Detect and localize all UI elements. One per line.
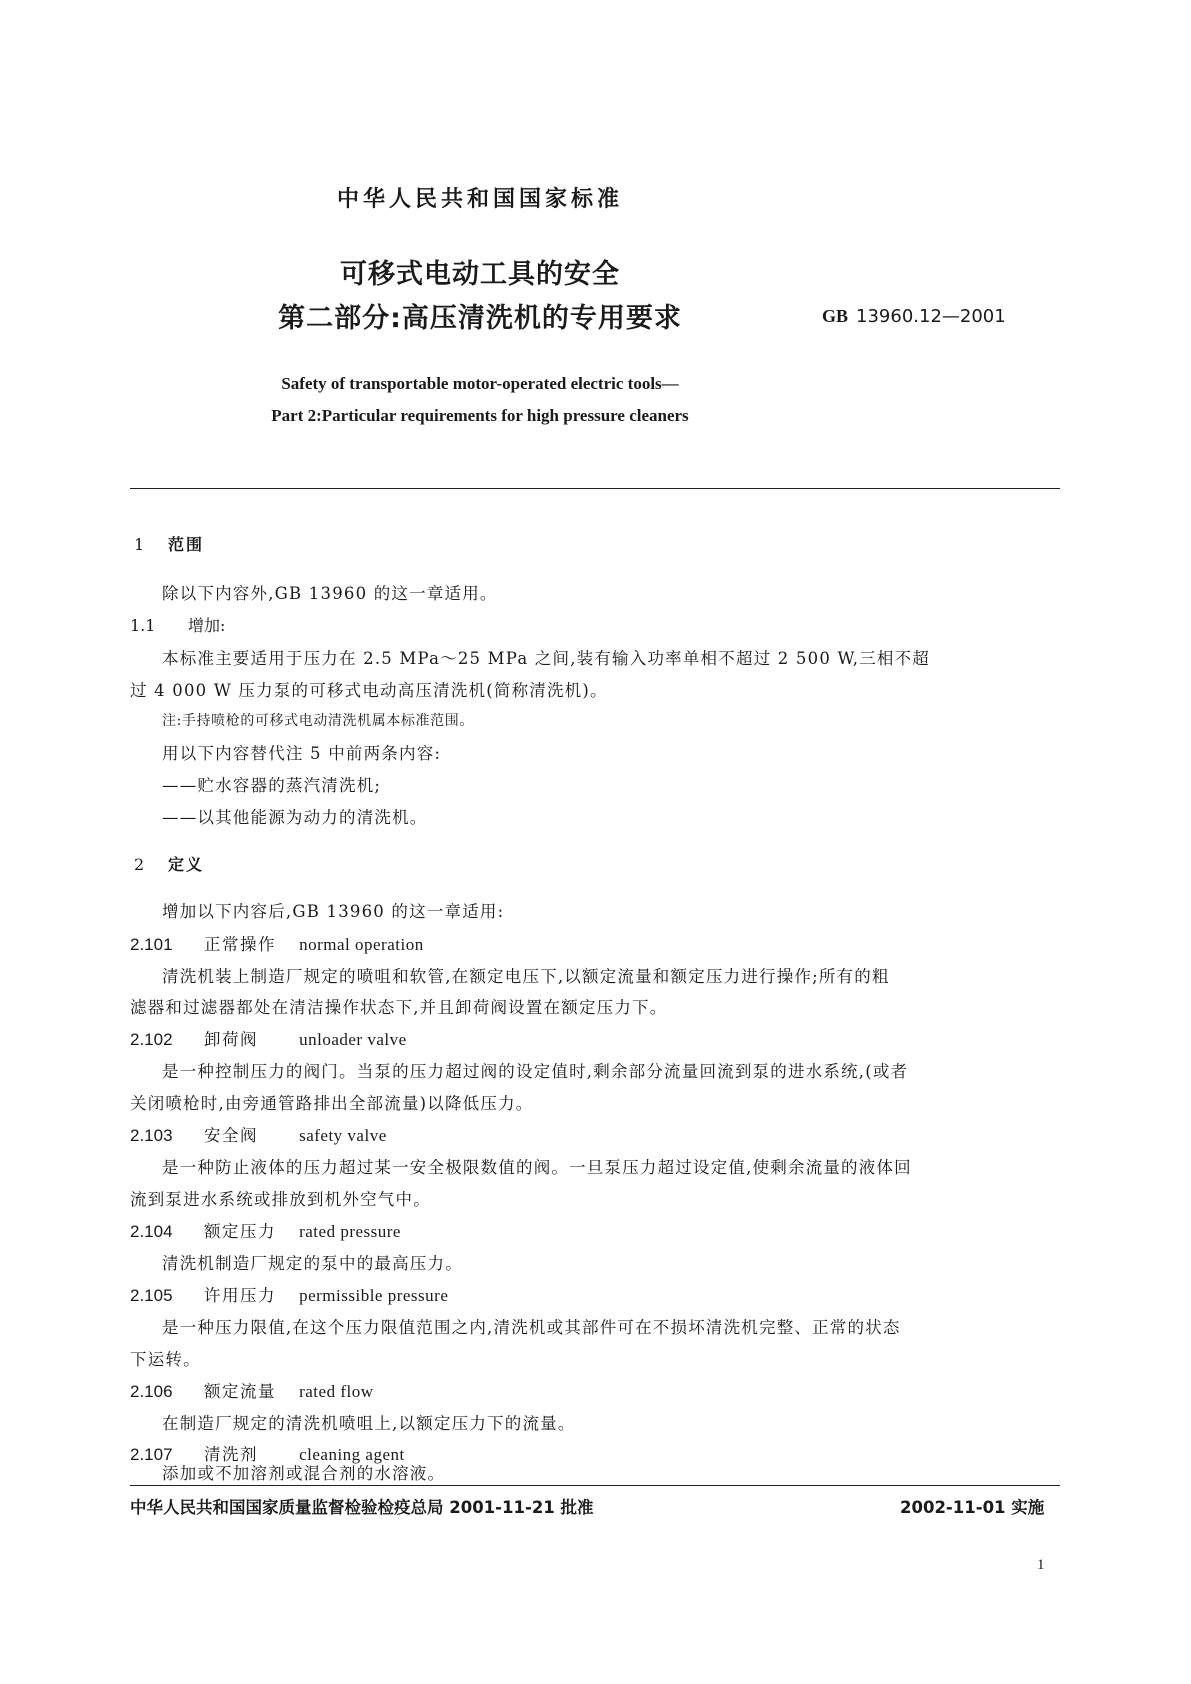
term-cn: 额定压力 xyxy=(204,1222,276,1241)
term-2-103-line2: 流到泵进水系统或排放到机外空气中。 xyxy=(130,1190,431,1209)
section-1-para-line2: 过 4 000 W 压力泵的可移式电动高压清洗机(简称清洗机)。 xyxy=(130,681,608,700)
term-2-104-heading xyxy=(130,1218,401,1242)
section-1-heading xyxy=(134,532,204,555)
section-1-replace-intro: 用以下内容替代注 5 中前两条内容: xyxy=(162,744,442,763)
term-cn: 清洗剂 xyxy=(204,1445,258,1464)
standard-code xyxy=(822,306,1006,327)
term-2-102-line1: 是一种控制压力的阀门。当泵的压力超过阀的设定值时,剩余部分流量回流到泵的进水系统,(或者 xyxy=(162,1062,909,1081)
standard-number: 13960.12—2001 xyxy=(856,306,1006,327)
effective-date: 2002-11-01 实施 xyxy=(900,1498,1045,1517)
term-2-101-line1: 清洗机装上制造厂规定的喷咀和软管,在额定电压下,以额定流量和额定压力进行操作;所有的粗 xyxy=(162,967,890,986)
section-title: 范围 xyxy=(168,535,205,554)
term-2-103-heading xyxy=(130,1122,387,1146)
term-number: 2.107 xyxy=(130,1445,173,1464)
approval-authority: 中华人民共和国国家质量监督检验检疫总局 2001-11-21 批准 xyxy=(130,1498,594,1517)
term-2-105-line1: 是一种压力限值,在这个压力限值范围之内,清洗机或其部件可在不损坏清洗机完整、正常的状态 xyxy=(162,1318,901,1337)
title-en-line2: Part 2:Particular requirements for high pressure cleaners xyxy=(271,406,689,425)
term-2-106-line1: 在制造厂规定的清洗机喷咀上,以额定压力下的流量。 xyxy=(162,1414,576,1433)
term-en: safety valve xyxy=(299,1126,387,1145)
term-2-102-line2: 关闭喷枪时,由旁通管路排出全部流量)以降低压力。 xyxy=(130,1094,534,1113)
title-cn-line2: 第二部分:高压清洗机的专用要求 xyxy=(278,303,682,334)
section-1-note: 注:手持喷枪的可移式电动清洗机属本标准范围。 xyxy=(162,713,474,729)
national-standard-header: 中华人民共和国国家标准 xyxy=(336,187,623,212)
term-2-107-line1: 添加或不加溶剂或混合剂的水溶液。 xyxy=(162,1464,446,1483)
term-en: cleaning agent xyxy=(299,1445,405,1464)
term-en: rated flow xyxy=(299,1382,374,1401)
clause-1-1-heading xyxy=(130,613,225,636)
term-cn: 正常操作 xyxy=(204,935,276,954)
term-cn: 许用压力 xyxy=(204,1286,276,1305)
clause-number: 1.1 xyxy=(130,616,156,635)
page-number: 1 xyxy=(1037,1557,1045,1573)
term-cn: 卸荷阀 xyxy=(204,1030,258,1049)
clause-title: 增加: xyxy=(188,616,226,635)
section-1-intro: 除以下内容外,GB 13960 的这一章适用。 xyxy=(162,584,498,603)
term-number: 2.101 xyxy=(130,935,173,954)
term-cn: 安全阀 xyxy=(204,1126,258,1145)
standard-prefix: GB xyxy=(822,306,849,326)
section-2-heading xyxy=(134,852,204,875)
term-2-103-line1: 是一种防止液体的压力超过某一安全极限数值的阀。一旦泵压力超过设定值,使剩余流量的液体回 xyxy=(162,1158,912,1177)
term-2-104-line1: 清洗机制造厂规定的泵中的最高压力。 xyxy=(162,1254,463,1273)
term-2-105-line2: 下运转。 xyxy=(130,1350,201,1369)
section-1-item-1: ——贮水容器的蒸汽清洗机; xyxy=(162,776,382,795)
footer-divider xyxy=(130,1485,1060,1486)
section-2-intro: 增加以下内容后,GB 13960 的这一章适用: xyxy=(162,902,505,921)
title-en-line1: Safety of transportable motor-operated electric tools— xyxy=(281,374,679,393)
section-number: 1 xyxy=(134,535,145,554)
term-en: rated pressure xyxy=(299,1222,401,1241)
section-1-item-2: ——以其他能源为动力的清洗机。 xyxy=(162,808,428,827)
term-number: 2.103 xyxy=(130,1126,173,1145)
term-2-101-line2: 滤器和过滤器都处在清洁操作状态下,并且卸荷阀设置在额定压力下。 xyxy=(130,998,668,1017)
term-number: 2.105 xyxy=(130,1286,173,1305)
term-en: unloader valve xyxy=(299,1030,407,1049)
title-cn-line1: 可移式电动工具的安全 xyxy=(340,259,620,290)
term-2-106-heading xyxy=(130,1378,373,1402)
term-2-101-heading xyxy=(130,931,424,955)
section-number: 2 xyxy=(134,855,145,874)
header-divider xyxy=(130,488,1060,489)
term-cn: 额定流量 xyxy=(204,1382,276,1401)
term-en: normal operation xyxy=(299,935,424,954)
term-2-102-heading xyxy=(130,1026,407,1050)
term-number: 2.102 xyxy=(130,1030,173,1049)
term-en: permissible pressure xyxy=(299,1286,449,1305)
term-2-105-heading xyxy=(130,1282,448,1306)
term-number: 2.106 xyxy=(130,1382,173,1401)
term-number: 2.104 xyxy=(130,1222,173,1241)
section-1-para-line1: 本标准主要适用于压力在 2.5 MPa～25 MPa 之间,装有输入功率单相不超过 2 500 W,三相不超 xyxy=(162,649,930,668)
section-title: 定义 xyxy=(168,855,205,874)
